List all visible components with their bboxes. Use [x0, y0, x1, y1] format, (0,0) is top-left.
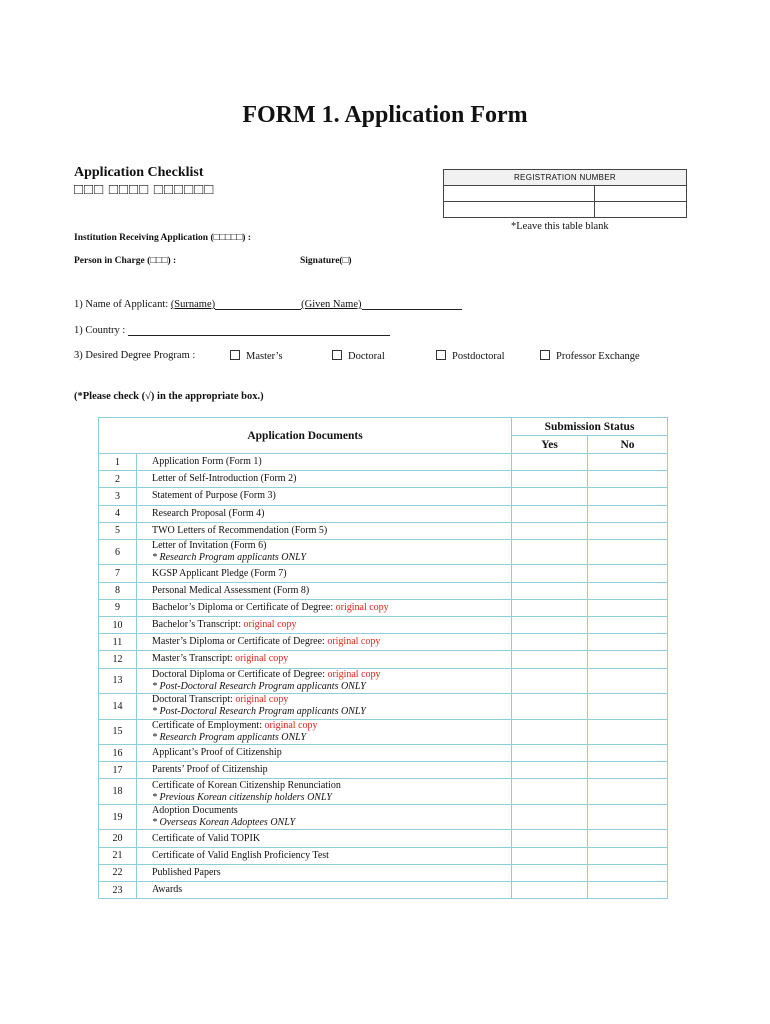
table-row	[99, 539, 668, 565]
registration-cell[interactable]	[444, 202, 595, 218]
degree-program-label: 3) Desired Degree Program :	[74, 350, 196, 361]
row-number: 2	[99, 471, 137, 488]
document-cell	[137, 582, 512, 599]
documents-table	[98, 417, 668, 899]
submission-status-header: Submission Status	[512, 418, 668, 436]
surname-field[interactable]	[215, 309, 301, 310]
document-cell	[137, 617, 512, 634]
table-row	[99, 488, 668, 505]
document-cell	[137, 668, 512, 694]
document-cell	[137, 847, 512, 864]
status-yes-cell[interactable]	[512, 634, 588, 651]
document-name: Adoption Documents	[152, 805, 238, 817]
status-yes-cell[interactable]	[512, 745, 588, 762]
surname-label: (Surname)	[170, 299, 216, 310]
row-number: 20	[99, 830, 137, 847]
status-no-cell[interactable]	[588, 505, 668, 522]
row-number: 9	[99, 599, 137, 616]
status-no-cell[interactable]	[588, 804, 668, 830]
document-name: Master’s Transcript:	[152, 653, 236, 665]
document-cell	[137, 505, 512, 522]
applicant-name-row	[74, 299, 462, 310]
page-title: FORM 1. Application Form	[242, 102, 528, 128]
documents-table-body	[99, 454, 668, 899]
row-number: 21	[99, 847, 137, 864]
given-name-label: (Given Name)	[301, 299, 362, 310]
status-no-cell[interactable]	[588, 779, 668, 805]
document-name: TWO Letters of Recommendation (Form 5)	[152, 524, 328, 536]
row-number: 8	[99, 582, 137, 599]
country-field[interactable]	[128, 335, 390, 336]
status-yes-cell[interactable]	[512, 804, 588, 830]
row-number: 23	[99, 882, 137, 899]
status-yes-cell[interactable]	[512, 505, 588, 522]
original-copy-note: original copy	[235, 694, 289, 706]
table-row	[99, 864, 668, 881]
table-row	[99, 882, 668, 899]
table-row	[99, 565, 668, 582]
document-name: Parents’ Proof of Citizenship	[152, 764, 268, 776]
applicant-name-label: 1) Name of Applicant:	[74, 299, 169, 310]
status-no-cell[interactable]	[588, 599, 668, 616]
status-no-cell[interactable]	[588, 694, 668, 720]
document-name: Doctoral Diploma or Certificate of Degree:	[152, 668, 328, 680]
row-number: 5	[99, 522, 137, 539]
document-cell	[137, 488, 512, 505]
table-row	[99, 471, 668, 488]
given-name-field[interactable]	[362, 309, 462, 310]
document-cell	[137, 539, 512, 565]
row-number: 22	[99, 864, 137, 881]
degree-option-label: Master’s	[246, 351, 283, 362]
table-row	[99, 522, 668, 539]
row-number: 6	[99, 539, 137, 565]
row-number: 11	[99, 634, 137, 651]
document-cell	[137, 565, 512, 582]
document-eligibility-note: * Research Program applicants ONLY	[152, 552, 307, 564]
status-no-cell[interactable]	[588, 565, 668, 582]
status-yes-cell[interactable]	[512, 617, 588, 634]
status-yes-cell[interactable]	[512, 762, 588, 779]
status-yes-cell[interactable]	[512, 488, 588, 505]
row-number: 3	[99, 488, 137, 505]
checklist-title: Application Checklist	[74, 165, 204, 180]
document-name: Letter of Self-Introduction (Form 2)	[152, 473, 297, 485]
row-number: 18	[99, 779, 137, 805]
no-column-header: No	[588, 436, 668, 454]
original-copy-note: original copy	[264, 719, 318, 731]
row-number: 17	[99, 762, 137, 779]
row-number: 1	[99, 454, 137, 471]
status-no-cell[interactable]	[588, 617, 668, 634]
table-row	[99, 582, 668, 599]
document-name: Certificate of Valid English Proficiency Test	[152, 849, 329, 861]
registration-cell[interactable]	[595, 202, 687, 218]
document-cell	[137, 882, 512, 899]
document-name: Certificate of Korean Citizenship Renunciation	[152, 779, 341, 791]
table-row	[99, 694, 668, 720]
row-number: 12	[99, 651, 137, 668]
status-no-cell[interactable]	[588, 864, 668, 881]
table-row	[99, 634, 668, 651]
document-eligibility-note: * Previous Korean citizenship holders ONLY	[152, 791, 332, 803]
checkbox-icon[interactable]	[540, 350, 550, 360]
checkbox-icon[interactable]	[436, 350, 446, 360]
document-name: Master’s Diploma or Certificate of Degree:	[152, 636, 328, 648]
person-in-charge-label: Person in Charge (□□□) :	[74, 256, 177, 266]
table-row	[99, 745, 668, 762]
degree-option-label: Doctoral	[348, 351, 385, 362]
row-number: 7	[99, 565, 137, 582]
table-row	[99, 651, 668, 668]
original-copy-note: original copy	[335, 601, 389, 613]
status-no-cell[interactable]	[588, 762, 668, 779]
registration-number-table	[443, 169, 687, 218]
document-cell	[137, 745, 512, 762]
original-copy-note: original copy	[327, 636, 381, 648]
document-name: KGSP Applicant Pledge (Form 7)	[152, 567, 287, 579]
document-cell	[137, 830, 512, 847]
document-name: Bachelor’s Transcript:	[152, 619, 244, 631]
table-row	[99, 668, 668, 694]
status-no-cell[interactable]	[588, 668, 668, 694]
document-name: Letter of Invitation (Form 6)	[152, 540, 267, 552]
document-cell	[137, 694, 512, 720]
status-no-cell[interactable]	[588, 882, 668, 899]
status-yes-cell[interactable]	[512, 864, 588, 881]
status-yes-cell[interactable]	[512, 565, 588, 582]
document-name: Published Papers	[152, 866, 221, 878]
original-copy-note: original copy	[243, 619, 297, 631]
document-name: Awards	[152, 884, 183, 896]
original-copy-note: original copy	[235, 653, 289, 665]
status-no-cell[interactable]	[588, 582, 668, 599]
document-name: Personal Medical Assessment (Form 8)	[152, 584, 310, 596]
status-yes-cell[interactable]	[512, 668, 588, 694]
document-name: Application Form (Form 1)	[152, 456, 262, 468]
table-row	[99, 617, 668, 634]
registration-number-header: REGISTRATION NUMBER	[444, 170, 687, 186]
status-yes-cell[interactable]	[512, 719, 588, 745]
document-cell	[137, 599, 512, 616]
row-number: 4	[99, 505, 137, 522]
row-number: 13	[99, 668, 137, 694]
table-row	[99, 719, 668, 745]
checklist-title-korean: □□□ □□□□ □□□□□□	[74, 182, 215, 198]
document-cell	[137, 522, 512, 539]
status-yes-cell[interactable]	[512, 882, 588, 899]
table-row	[99, 847, 668, 864]
signature-label: Signature(□)	[300, 256, 352, 266]
document-cell	[137, 719, 512, 745]
document-cell	[137, 471, 512, 488]
degree-option-masters[interactable]	[230, 350, 283, 362]
status-no-cell[interactable]	[588, 488, 668, 505]
status-no-cell[interactable]	[588, 539, 668, 565]
document-name: Doctoral Transcript:	[152, 694, 236, 706]
yes-column-header: Yes	[512, 436, 588, 454]
table-row	[99, 599, 668, 616]
degree-option-label: Professor Exchange	[556, 351, 640, 362]
status-no-cell[interactable]	[588, 522, 668, 539]
document-cell	[137, 651, 512, 668]
status-no-cell[interactable]	[588, 847, 668, 864]
status-yes-cell[interactable]	[512, 522, 588, 539]
registration-note: *Leave this table blank	[511, 221, 609, 232]
table-row	[99, 804, 668, 830]
status-yes-cell[interactable]	[512, 471, 588, 488]
status-no-cell[interactable]	[588, 830, 668, 847]
check-instruction: (*Please check (√) in the appropriate box.)	[74, 391, 264, 402]
row-number: 16	[99, 745, 137, 762]
status-yes-cell[interactable]	[512, 779, 588, 805]
document-cell	[137, 864, 512, 881]
status-yes-cell[interactable]	[512, 847, 588, 864]
table-row	[99, 505, 668, 522]
table-row	[99, 779, 668, 805]
document-name: Research Proposal (Form 4)	[152, 507, 265, 519]
status-yes-cell[interactable]	[512, 830, 588, 847]
status-no-cell[interactable]	[588, 454, 668, 471]
registration-cell[interactable]	[444, 186, 595, 202]
row-number: 19	[99, 804, 137, 830]
document-name: Statement of Purpose (Form 3)	[152, 490, 276, 502]
degree-option-professor-exchange[interactable]	[540, 350, 640, 362]
document-cell	[137, 454, 512, 471]
checkbox-icon[interactable]	[332, 350, 342, 360]
institution-label: Institution Receiving Application (□□□□□) :	[74, 233, 252, 243]
row-number: 10	[99, 617, 137, 634]
original-copy-note: original copy	[327, 668, 381, 680]
document-cell	[137, 762, 512, 779]
table-row	[99, 454, 668, 471]
status-no-cell[interactable]	[588, 719, 668, 745]
documents-column-header: Application Documents	[99, 418, 512, 454]
document-eligibility-note: * Research Program applicants ONLY	[152, 731, 307, 743]
table-row	[99, 830, 668, 847]
document-name: Certificate of Valid TOPIK	[152, 832, 261, 844]
document-name: Bachelor’s Diploma or Certificate of Degree:	[152, 601, 336, 613]
status-no-cell[interactable]	[588, 651, 668, 668]
document-cell	[137, 804, 512, 830]
status-yes-cell[interactable]	[512, 454, 588, 471]
status-yes-cell[interactable]	[512, 582, 588, 599]
registration-cell[interactable]	[595, 186, 687, 202]
document-name: Certificate of Employment:	[152, 719, 265, 731]
document-eligibility-note: * Post-Doctoral Research Program applicants ONLY	[152, 706, 366, 718]
row-number: 14	[99, 694, 137, 720]
document-eligibility-note: * Overseas Korean Adoptees ONLY	[152, 817, 296, 829]
document-cell	[137, 779, 512, 805]
degree-option-postdoctoral[interactable]	[436, 350, 505, 362]
degree-option-doctoral[interactable]	[332, 350, 385, 362]
country-label: 1) Country :	[74, 325, 126, 336]
status-yes-cell[interactable]	[512, 694, 588, 720]
status-no-cell[interactable]	[588, 471, 668, 488]
table-row	[99, 762, 668, 779]
checkbox-icon[interactable]	[230, 350, 240, 360]
document-eligibility-note: * Post-Doctoral Research Program applicants ONLY	[152, 680, 366, 692]
status-yes-cell[interactable]	[512, 599, 588, 616]
country-row	[74, 325, 390, 336]
status-no-cell[interactable]	[588, 745, 668, 762]
row-number: 15	[99, 719, 137, 745]
status-yes-cell[interactable]	[512, 539, 588, 565]
status-yes-cell[interactable]	[512, 651, 588, 668]
status-no-cell[interactable]	[588, 634, 668, 651]
document-cell	[137, 634, 512, 651]
degree-option-label: Postdoctoral	[452, 351, 505, 362]
document-name: Applicant’s Proof of Citizenship	[152, 747, 282, 759]
